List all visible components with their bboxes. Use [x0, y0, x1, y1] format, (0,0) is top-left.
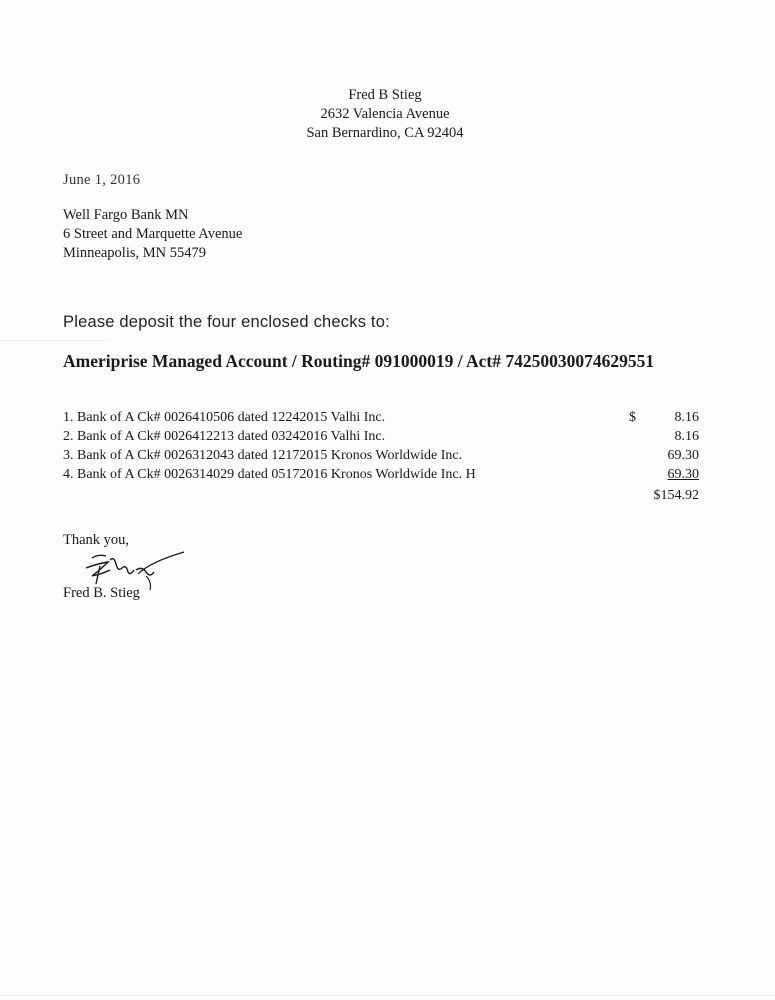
recipient-street: 6 Street and Marquette Avenue	[63, 226, 243, 242]
scan-artifact	[0, 340, 110, 341]
signer-name: Fred B. Stieg	[63, 585, 140, 601]
sender-name: Fred B Stieg	[348, 87, 422, 103]
scan-artifact	[0, 995, 775, 996]
sender-address	[0, 86, 770, 143]
check-row	[63, 408, 708, 427]
check-amount: 69.30	[667, 448, 699, 463]
recipient-address	[63, 206, 242, 263]
recipient-city: Minneapolis, MN 55479	[63, 245, 206, 261]
sender-city: San Bernardino, CA 92404	[306, 125, 464, 141]
check-amount: 69.30	[667, 467, 699, 482]
deposit-instruction: Please deposit the four enclosed checks to:	[63, 313, 390, 331]
check-amount: 8.16	[674, 410, 699, 425]
check-row	[63, 465, 708, 484]
currency-symbol: $	[629, 410, 636, 425]
total-row	[63, 484, 708, 503]
account-details: Ameriprise Managed Account / Routing# 091000019 / Act# 74250030074629551	[63, 351, 655, 371]
closing-line: Thank you,	[63, 532, 130, 548]
sender-street: 2632 Valencia Avenue	[320, 106, 450, 122]
check-description: 1. Bank of A Ck# 0026410506 dated 12242015 Valhi Inc.	[63, 410, 386, 425]
check-description: 2. Bank of A Ck# 0026412213 dated 03242016 Valhi Inc.	[63, 429, 386, 444]
check-description: 3. Bank of A Ck# 0026312043 dated 12172015 Kronos Worldwide Inc.	[63, 448, 463, 463]
check-amount: 8.16	[674, 429, 699, 444]
total-amount: $154.92	[653, 488, 699, 503]
recipient-name: Well Fargo Bank MN	[63, 207, 189, 223]
check-description: 4. Bank of A Ck# 0026314029 dated 05172016 Kronos Worldwide Inc. H	[63, 467, 476, 482]
check-row	[63, 446, 708, 465]
check-row	[63, 427, 708, 446]
check-list	[63, 408, 708, 503]
letter-date: June 1, 2016	[63, 172, 141, 188]
